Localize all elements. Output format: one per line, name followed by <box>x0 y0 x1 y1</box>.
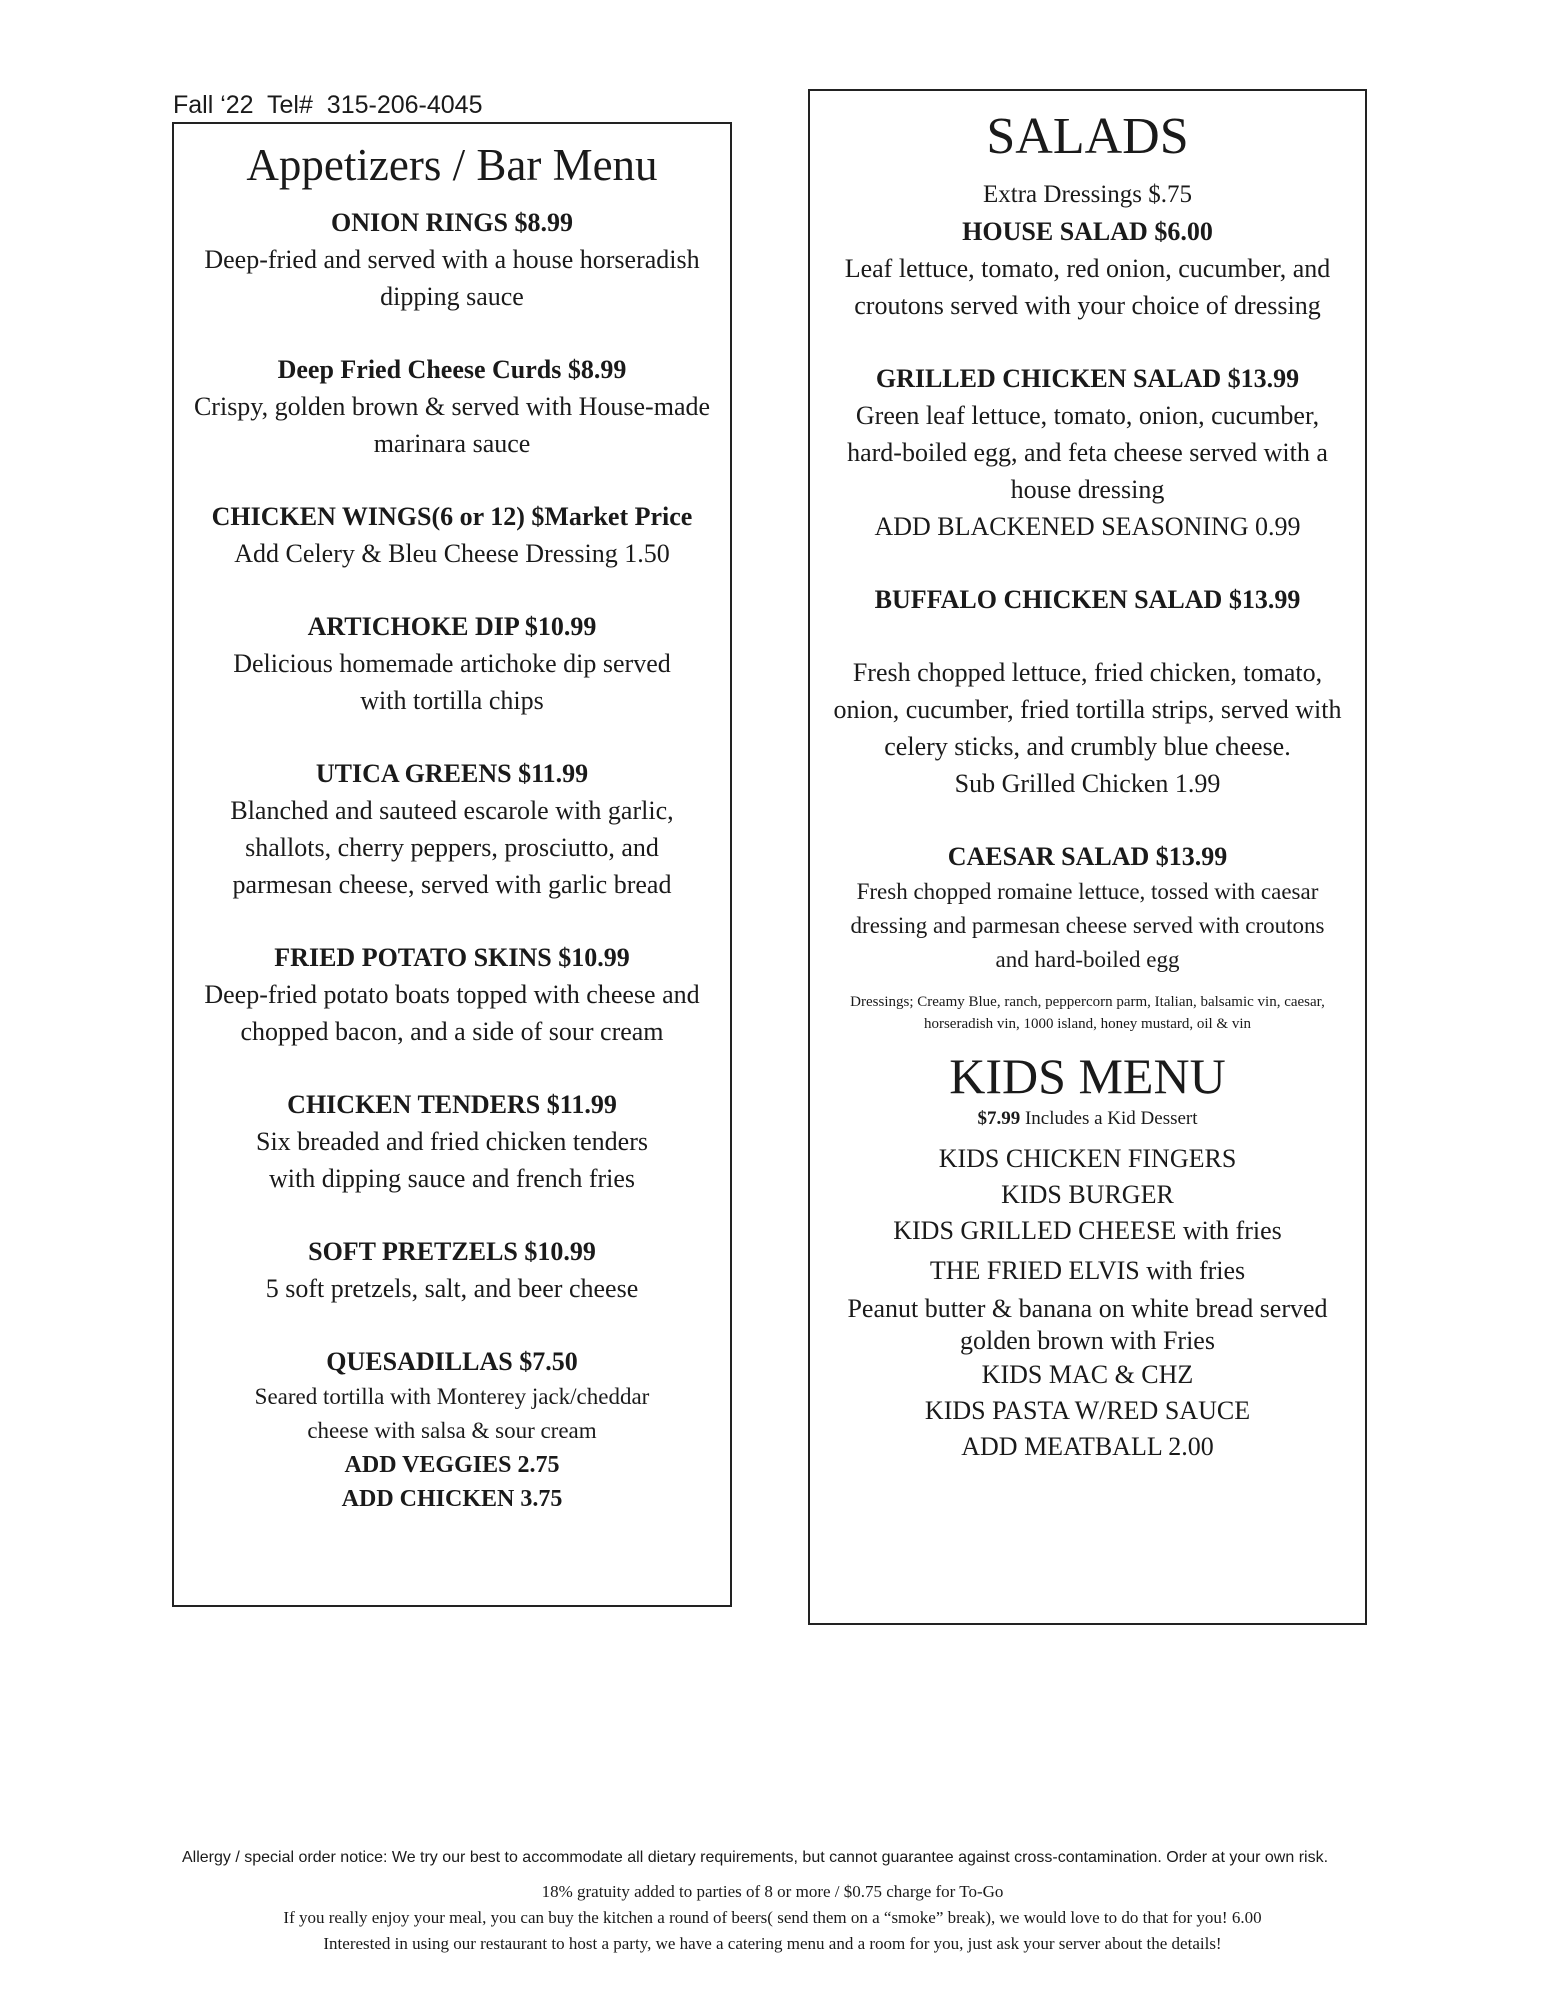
menu-item <box>810 360 1365 545</box>
item-description: Seared tortilla with Monterey jack/cheddar cheese with salsa & sour cream <box>254 1384 650 1443</box>
season-phone-header: Fall ‘22 Tel# 315-206-4045 <box>173 91 483 119</box>
catering-note: Interested in using our restaurant to host a party, we have a catering menu and a room for you, just ask your server about the details! <box>323 1934 1222 1953</box>
appetizers-section <box>172 122 732 1607</box>
item-description: Fresh chopped romaine lettuce, tossed with caesar dressing and parmesan cheese served with croutons and hard-boiled egg <box>850 879 1325 972</box>
item-name: HOUSE SALAD $6.00 <box>962 217 1213 246</box>
menu-item <box>174 1343 730 1516</box>
menu-item <box>174 1233 730 1307</box>
menu-item <box>174 204 730 315</box>
menu-item <box>174 939 730 1050</box>
item-addon: ADD CHICKEN 3.75 <box>341 1486 563 1512</box>
item-description: Crispy, golden brown & served with House-made marinara sauce <box>193 392 711 458</box>
item-name: ARTICHOKE DIP $10.99 <box>307 612 597 641</box>
item-description: Blanched and sauteed escarole with garlic, shallots, cherry peppers, prosciutto, and parmesan cheese, served with garlic bread <box>230 796 674 899</box>
kids-item: ADD MEATBALL 2.00 <box>961 1432 1214 1461</box>
item-name: Deep Fried Cheese Curds $8.99 <box>277 355 627 384</box>
salads-section <box>808 89 1367 1625</box>
item-name: QUESADILLAS $7.50 <box>326 1347 578 1376</box>
item-addon: ADD VEGGIES 2.75 <box>344 1452 560 1478</box>
kids-price-note: Includes a Kid Dessert <box>1020 1108 1198 1129</box>
dressings-list: Dressings; Creamy Blue, ranch, peppercorn parm, Italian, balsamic vin, caesar, horseradish vin, 1000 island, honey mustard, oil & vin <box>850 994 1325 1032</box>
kids-item: Peanut butter & banana on white bread served golden brown with Fries <box>847 1294 1328 1355</box>
item-name: GRILLED CHICKEN SALAD $13.99 <box>875 364 1300 393</box>
item-name: CHICKEN TENDERS $11.99 <box>287 1090 617 1119</box>
extra-dressings-note: Extra Dressings $.75 <box>983 181 1192 208</box>
item-description: 5 soft pretzels, salt, and beer cheese <box>265 1274 639 1303</box>
item-description: Deep-fried and served with a house horseradish dipping sauce <box>204 245 700 311</box>
salads-list <box>810 177 1365 1465</box>
menu-item <box>810 213 1365 324</box>
item-name: CHICKEN WINGS(6 or 12) $Market Price <box>211 502 693 531</box>
menu-item <box>174 351 730 462</box>
item-description: Add Celery & Bleu Cheese Dressing 1.50 <box>234 539 670 568</box>
allergy-notice: Allergy / special order notice: We try our best to accommodate all dietary requirements, but cannot guarantee against cross-contamination. Order at your own risk. <box>182 1849 1329 1866</box>
footer <box>0 1847 1545 1957</box>
kids-item: KIDS PASTA W/RED SAUCE <box>924 1396 1251 1425</box>
item-description: Green leaf lettuce, tomato, onion, cucumber, hard-boiled egg, and feta cheese served with a house dressing <box>847 401 1328 504</box>
kids-price: $7.99 <box>977 1108 1021 1129</box>
item-description: Deep-fried potato boats topped with cheese and chopped bacon, and a side of sour cream <box>204 980 700 1046</box>
menu-item <box>810 838 1365 977</box>
kids-item: KIDS GRILLED CHEESE with fries <box>893 1216 1282 1245</box>
item-description: Six breaded and fried chicken tenders with dipping sauce and french fries <box>255 1127 648 1193</box>
kids-menu-title: KIDS MENU <box>949 1048 1226 1104</box>
menu-item <box>174 1086 730 1197</box>
menu-item <box>174 755 730 903</box>
kids-item: KIDS CHICKEN FINGERS <box>938 1144 1237 1173</box>
appetizers-list <box>174 204 730 1516</box>
item-description: Fresh chopped lettuce, fried chicken, tomato, onion, cucumber, fried tortilla strips, served with celery sticks, and crumbly blue cheese. <box>833 658 1342 761</box>
menu-item <box>810 581 1365 802</box>
item-name: UTICA GREENS $11.99 <box>315 759 589 788</box>
salads-title: SALADS <box>986 108 1189 165</box>
kids-item: THE FRIED ELVIS with fries <box>929 1256 1246 1285</box>
item-addon: Sub Grilled Chicken 1.99 <box>954 769 1221 798</box>
item-name: ONION RINGS $8.99 <box>331 208 573 237</box>
item-name: CAESAR SALAD $13.99 <box>947 842 1228 871</box>
appetizers-title: Appetizers / Bar Menu <box>246 140 658 190</box>
kids-item: KIDS MAC & CHZ <box>981 1360 1194 1389</box>
kids-item: KIDS BURGER <box>1001 1180 1174 1209</box>
menu-item <box>174 498 730 572</box>
menu-item <box>174 608 730 719</box>
kids-price-line <box>810 1105 1365 1133</box>
item-name: BUFFALO CHICKEN SALAD $13.99 <box>874 585 1301 614</box>
item-description: Leaf lettuce, tomato, red onion, cucumber, and croutons served with your choice of dressing <box>844 254 1331 320</box>
item-description: Delicious homemade artichoke dip served with tortilla chips <box>233 649 671 715</box>
item-addon: ADD BLACKENED SEASONING 0.99 <box>874 512 1301 541</box>
gratuity-note: 18% gratuity added to parties of 8 or more / $0.75 charge for To-Go <box>541 1882 1004 1901</box>
kids-menu <box>810 1047 1365 1465</box>
item-name: FRIED POTATO SKINS $10.99 <box>274 943 630 972</box>
kitchen-beers-note: If you really enjoy your meal, you can buy the kitchen a round of beers( send them on a “smoke” break), we would love to do that for you! 6.00 <box>283 1908 1262 1927</box>
item-name: SOFT PRETZELS $10.99 <box>308 1237 596 1266</box>
